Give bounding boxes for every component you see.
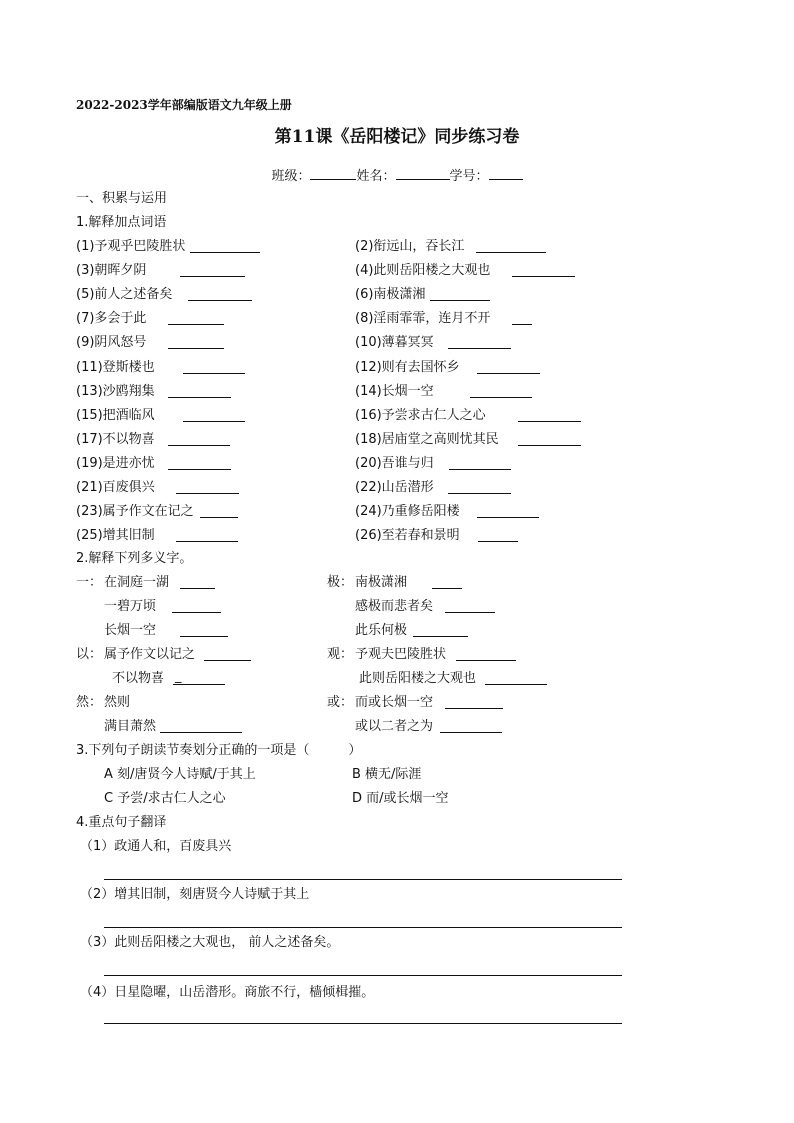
polysemy-char: 极： (327, 575, 354, 590)
vocab-item: (5)前人之述备矣 (76, 287, 173, 303)
answer-blank[interactable] (190, 252, 260, 253)
answer-blank[interactable] (172, 612, 221, 613)
vocab-item: (2)衔远山，吞长江 (355, 239, 465, 254)
polysemy-item: 予观夫巴陵胜状 (355, 647, 447, 662)
answer-line[interactable] (104, 879, 622, 880)
answer-blank[interactable] (183, 373, 245, 374)
polysemy-item: 属予作文以记之 (104, 647, 196, 662)
answer-blank[interactable] (168, 348, 224, 349)
answer-blank[interactable] (168, 469, 231, 470)
option-a[interactable]: A 刻/唐贤今人诗赋/于其上 (104, 767, 256, 782)
page-title: 第11课《岳阳楼记》同步练习卷 (274, 127, 520, 147)
polysemy-char: 然： (76, 695, 103, 710)
translation-item: （4）日星隐曜，山岳潜形。商旅不行，樯倾楫摧。 (80, 985, 375, 1000)
polysemy-item: 南极潇湘 (355, 575, 408, 590)
vocab-item: (3)朝晖夕阴 (76, 263, 147, 279)
answer-blank[interactable] (448, 493, 511, 494)
answer-blank[interactable] (518, 421, 581, 422)
answer-blank[interactable] (188, 300, 252, 301)
underscore-mark: _ (175, 669, 182, 684)
answer-blank[interactable] (180, 636, 228, 637)
vocab-item: (17)不以物喜 (76, 431, 155, 447)
option-d[interactable]: D 而/或长烟一空 (352, 791, 449, 806)
class-label: 班级： (271, 169, 311, 184)
answer-blank[interactable] (180, 588, 215, 589)
translation-item: （3）此则岳阳楼之大观也， 前人之述备矣。 (80, 935, 340, 950)
answer-blank[interactable] (512, 276, 575, 277)
answer-blank[interactable] (440, 732, 502, 733)
document-header: 2022-2023学年部编版语文九年级上册 (76, 98, 292, 112)
polysemy-item: 感极而悲者矣 (355, 599, 434, 614)
translation-item: （2）增其旧制，刻唐贤今人诗赋于其上 (80, 887, 310, 902)
answer-blank[interactable] (512, 324, 532, 325)
answer-blank[interactable] (445, 708, 503, 709)
answer-blank[interactable] (430, 300, 490, 301)
answer-blank[interactable] (476, 252, 546, 253)
answer-blank[interactable] (470, 397, 532, 398)
answer-blank[interactable] (204, 660, 251, 661)
vocab-item: (18)居庙堂之高则忧其民 (355, 431, 499, 447)
answer-blank[interactable] (456, 660, 516, 661)
polysemy-item: 长烟一空 (104, 623, 157, 638)
answer-blank[interactable] (478, 541, 518, 542)
student-id-field[interactable] (489, 166, 523, 180)
question-1-heading: 1.解释加点词语 (76, 215, 167, 230)
answer-blank[interactable] (176, 541, 238, 542)
vocab-item: (1)予观乎巴陵胜状 (76, 239, 186, 254)
answer-blank[interactable] (160, 732, 242, 733)
answer-blank[interactable] (180, 276, 245, 277)
polysemy-item: 然则 (104, 695, 131, 710)
vocab-item: (4)此则岳阳楼之大观也 (355, 263, 491, 279)
answer-line[interactable] (104, 975, 622, 976)
polysemy-char: 以： (76, 647, 103, 662)
vocab-item: (10)薄暮冥冥 (355, 335, 434, 351)
vocab-item: (8)淫雨霏霏，连月不开 (355, 311, 491, 327)
vocab-item: (13)沙鸥翔集 (76, 383, 155, 399)
answer-blank[interactable] (445, 612, 495, 613)
section-heading: 一、积累与运用 (76, 191, 168, 206)
answer-line[interactable] (104, 1023, 622, 1024)
option-b[interactable]: B 横无/际涯 (352, 767, 422, 782)
answer-blank[interactable] (176, 493, 239, 494)
answer-blank[interactable] (477, 517, 539, 518)
answer-blank[interactable] (200, 517, 238, 518)
vocab-item: (26)至若春和景明 (355, 528, 460, 544)
vocab-item: (15)把酒临风 (76, 407, 155, 423)
vocab-item: (6)南极潇湘 (355, 287, 426, 303)
answer-blank[interactable] (448, 348, 511, 349)
vocab-item: (21)百废俱兴 (76, 480, 155, 495)
answer-blank[interactable] (485, 684, 547, 685)
class-field[interactable] (310, 166, 356, 180)
name-field[interactable] (396, 166, 450, 180)
vocab-item: (9)阴风怒号 (76, 335, 147, 351)
answer-blank[interactable] (477, 373, 540, 374)
answer-blank[interactable] (449, 469, 511, 470)
polysemy-char: 一： (76, 575, 103, 590)
answer-blank[interactable] (413, 636, 468, 637)
vocab-item: (7)多会于此 (76, 311, 147, 327)
answer-blank[interactable] (183, 421, 245, 422)
vocab-item: (25)增其旧制 (76, 528, 155, 544)
answer-blank[interactable] (432, 588, 462, 589)
answer-blank[interactable] (168, 397, 231, 398)
student-id-label: 学号： (449, 169, 489, 184)
polysemy-item: 此乐何极 (355, 623, 408, 638)
name-label: 姓名： (356, 169, 396, 184)
polysemy-item: 不以物喜 (112, 671, 165, 686)
vocab-item: (23)属予作文在记之 (76, 504, 194, 520)
answer-blank[interactable] (518, 445, 581, 446)
question-4-heading: 4.重点句子翻译 (76, 815, 167, 830)
vocab-item: (14)长烟一空 (355, 383, 434, 399)
polysemy-item: 而或长烟一空 (355, 695, 434, 710)
vocab-item: (11)登斯楼也 (76, 359, 155, 375)
student-info-row (0, 166, 794, 186)
polysemy-item: 一碧万顷 (104, 599, 157, 614)
vocab-item: (20)吾谁与归 (355, 455, 434, 471)
polysemy-item: 此则岳阳楼之大观也 (359, 671, 477, 686)
polysemy-char: 观： (327, 647, 354, 662)
vocab-item: (24)乃重修岳阳楼 (355, 504, 460, 520)
polysemy-char: 或： (327, 695, 354, 710)
polysemy-item: 在洞庭一湖 (104, 575, 170, 590)
polysemy-item: 或以二者之为 (355, 719, 434, 734)
question-3-heading: 3.下列句子朗读节奏划分正确的一项是（ ） (76, 743, 362, 758)
answer-blank[interactable] (168, 445, 230, 446)
question-2-heading: 2.解释下列多义字。 (76, 551, 193, 566)
vocab-item: (12)则有去国怀乡 (355, 359, 460, 375)
answer-blank[interactable] (168, 324, 224, 325)
option-c[interactable]: C 予尝/求古仁人之心 (104, 791, 226, 806)
vocab-item: (22)山岳潜形 (355, 480, 434, 495)
translation-item: （1）政通人和，百废具兴 (80, 839, 232, 854)
vocab-item: (19)是进亦忧 (76, 455, 155, 471)
polysemy-item: 满目萧然 (104, 719, 157, 734)
answer-line[interactable] (104, 927, 622, 928)
vocab-item: (16)予尝求古仁人之心 (355, 407, 486, 423)
